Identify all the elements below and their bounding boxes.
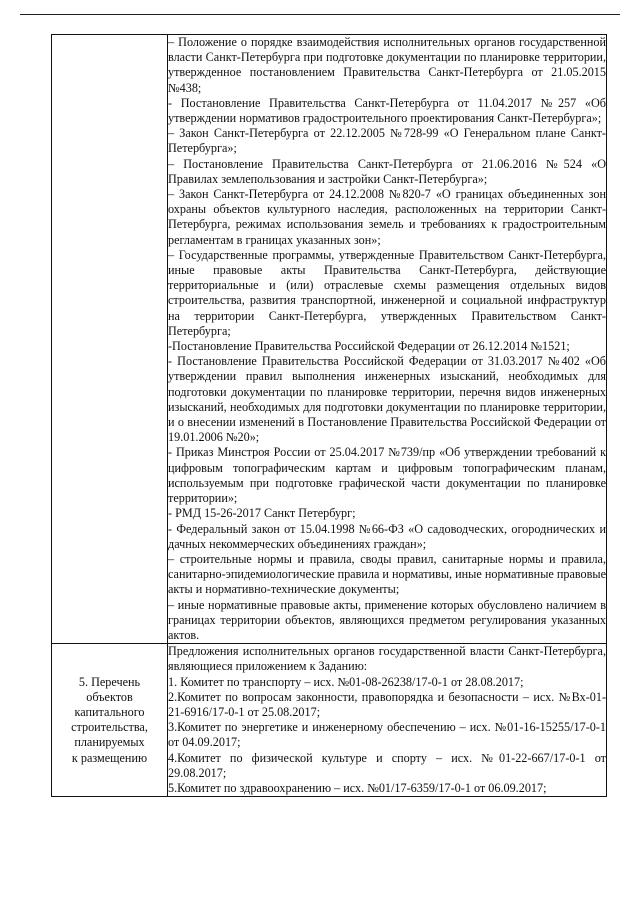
paragraph: - Приказ Минстроя России от 25.04.2017 №739/пр «Об утверждении требований к цифровым топографическим картам и цифровым топографическим планам, используемым при подготовке графической части документации по планировке территории»; (168, 445, 606, 506)
section-label-line: планируемых (74, 735, 145, 750)
table-row (52, 644, 607, 797)
top-rule (20, 14, 620, 15)
table-row (52, 35, 607, 644)
row-label-cell (52, 35, 168, 644)
paragraph: 3.Комитет по энергетике и инженерному обеспечению – исх. №01-16-15255/17-0-1 от 04.09.2017; (168, 720, 606, 750)
paragraph: – Постановление Правительства Санкт-Петербурга от 21.06.2016 №524 «О Правилах землепользования и застройки Санкт-Петербурга»; (168, 156, 606, 186)
section-label-line: строительства, (71, 720, 148, 735)
row-label-cell (52, 644, 168, 797)
paragraph: - РМД 15-26-2017 Санкт Петербург; (168, 506, 356, 521)
section-label-line: к размещению (71, 750, 148, 765)
section-label-line: 5. Перечень (78, 674, 141, 689)
paragraph: - Федеральный закон от 15.04.1998 №66-ФЗ «О садоводческих, огороднических и дачных некоммерческих объединениях граждан»; (168, 521, 606, 551)
section-label-line: объектов (86, 689, 133, 704)
paragraph: 1. Комитет по транспорту – исх. №01-08-26238/17-0-1 от 28.08.2017; (168, 674, 524, 689)
paragraph: – иные нормативные правовые акты, применение которых обусловлено наличием в границах территории объектов, являющихся предметом регулирования указанных актов. (168, 597, 606, 642)
paragraph: - Постановление Правительства Российской Федерации от 31.03.2017 №402 «Об утверждении правил выполнения инженерных изысканий, необходимых для подготовки документации по планировке территории, перечня видов инженерных изысканий, необходимых для подготовки документации по планировке территории, и о внесении изменений в Постановление Правительства Российской Федерации от 19.01.2006 №20»; (168, 354, 606, 445)
paragraph: 4.Комитет по физической культуре и спорту – исх. №01-22-667/17-0-1 от 29.08.2017; (168, 750, 606, 780)
requirements-table (51, 34, 607, 797)
paragraph: 2.Комитет по вопросам законности, правопорядка и безопасности – исх. №Вх-01-21-6916/17-0-1 от 25.08.2017; (168, 689, 606, 719)
paragraph: – строительные нормы и правила, своды правил, санитарные нормы и правила, санитарно-эпидемиологические правила и нормативы, иные нормативные правовые акты и нормативно-технические документы; (168, 551, 606, 597)
row-content-cell (168, 644, 607, 797)
paragraph: – Закон Санкт-Петербурга от 24.12.2008 №820-7 «О границах объединенных зон охраны объектов культурного наследия, расположенных на территории Санкт-Петербурга, режимах использования земель и требованиях к градостроительным регламентам в границах указанных зон»; (168, 187, 606, 247)
paragraph: 5.Комитет по здравоохранению – исх. №01/17-6359/17-0-1 от 06.09.2017; (168, 780, 547, 795)
paragraph: -Постановление Правительства Российской Федерации от 26.12.2014 №1521; (168, 339, 570, 354)
paragraph: – Положение о порядке взаимодействия исполнительных органов государственной власти Санкт-Петербурга при подготовке документации по планировке территории, утвержденное постановлением Правительства Санкт-Петербурга от 21.05.2015 №438; (168, 35, 606, 95)
section-label-line: капитального (74, 704, 145, 719)
paragraph: – Государственные программы, утвержденные Правительством Санкт-Петербурга, иные правовые акты Правительства Санкт-Петербурга, действующие территориальные и (или) отраслевые схемы размещения отдельных видов строительства, развития транспортной, инженерной и социальной инфраструктур на территории Санкт-Петербурга, утвержденных Правительством Санкт-Петербурга; (168, 247, 606, 338)
paragraph: Предложения исполнительных органов государственной власти Санкт-Петербурга, являющиеся приложением к Заданию: (168, 644, 606, 674)
row-content-cell (168, 35, 607, 644)
section-label (52, 675, 167, 766)
paragraph: - Постановление Правительства Санкт-Петербурга от 11.04.2017 №257 «Об утверждении нормативов градостроительного проектирования Санкт-Петербурга»; (168, 95, 606, 126)
paragraph: – Закон Санкт-Петербурга от 22.12.2005 №728-99 «О Генеральном плане Санкт-Петербурга»; (168, 126, 606, 156)
